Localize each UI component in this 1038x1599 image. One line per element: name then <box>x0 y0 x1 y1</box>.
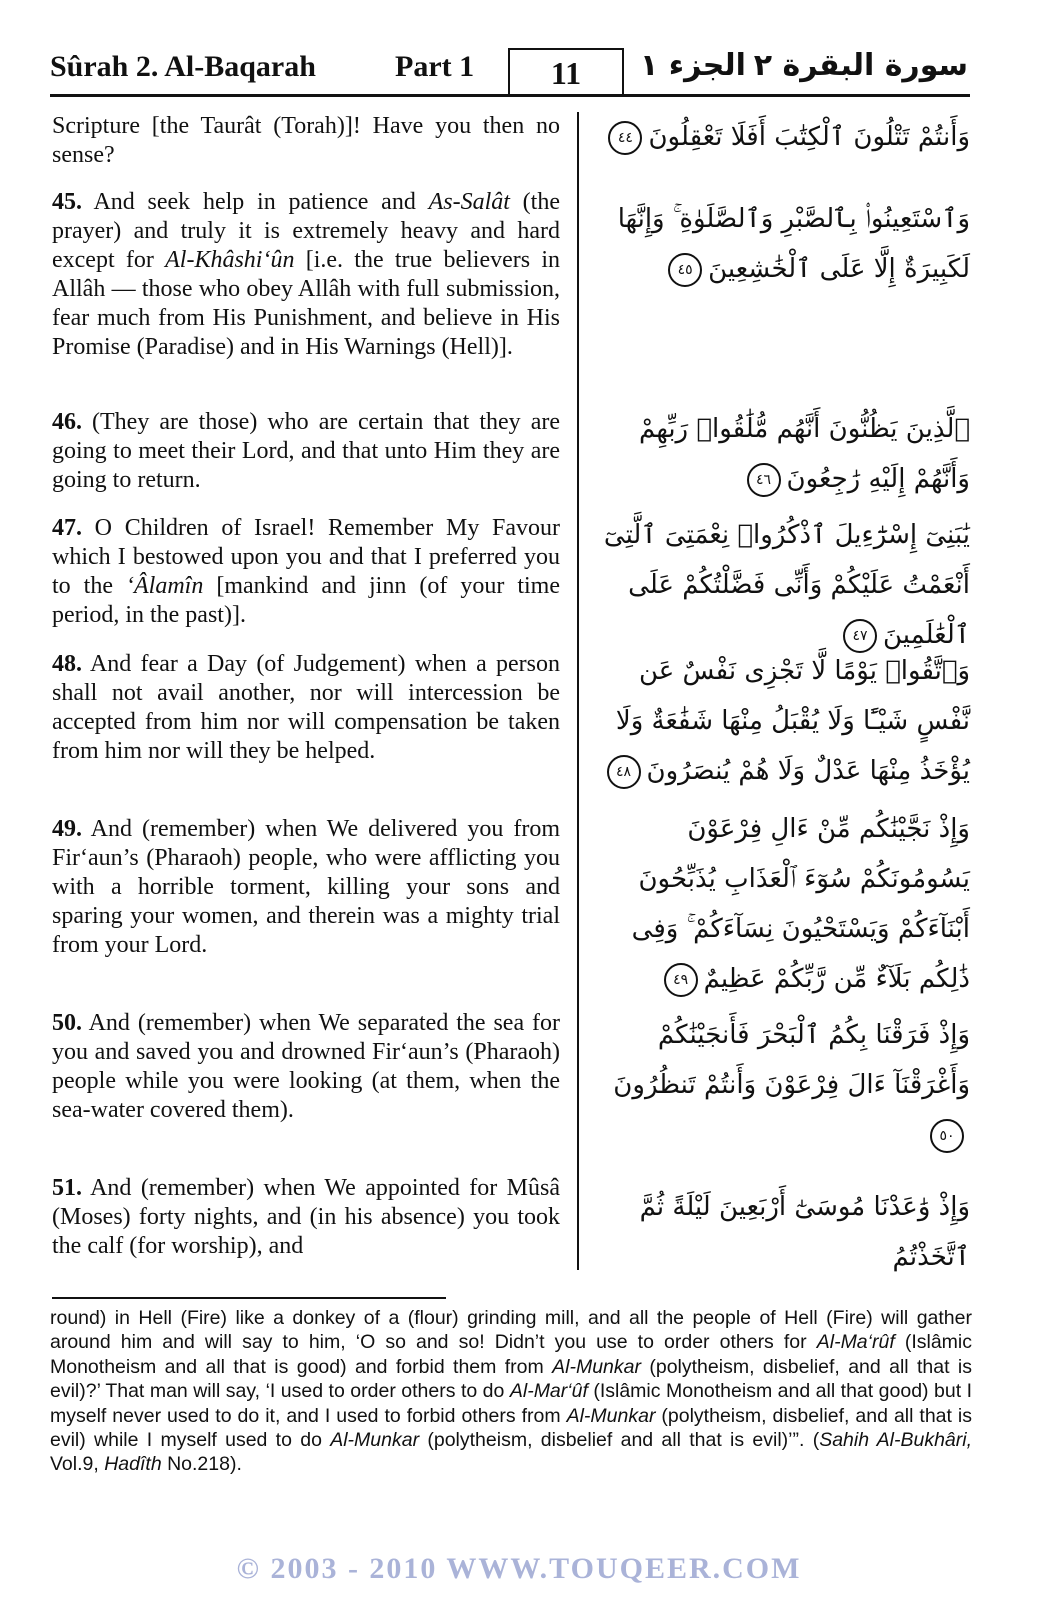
verse-term: ‘Âlamîn <box>126 573 204 599</box>
verse-number: 50. <box>52 1010 82 1036</box>
part-label-en: Part 1 <box>395 50 475 83</box>
verse-text: (the prayer) and truly it is extremely heavy and hard except for <box>52 189 560 273</box>
footnote <box>50 1306 972 1477</box>
verse-48-en <box>52 650 560 766</box>
arabic-verse-text: يَٰبَنِىٓ إِسْرَٰٓءِيلَ ٱذْكُرُوا۟ نِعْمَتِىَ ٱلَّتِىٓ أَنْعَمْتُ عَلَيْكُمْ وَأَنِّى فَضَّلْتُكُمْ عَلَى ٱلْعَٰلَمِينَ <box>603 520 970 650</box>
verse-text: And (remember) when We delivered you from Fir‘aun’s (Pharaoh) people, who were afflicting you with a horrible torment, killing your sons and sparing your women, and therein was a mighty trial from your Lord. <box>52 816 560 958</box>
verse-text: And (remember) when We appointed for Mûsâ (Moses) forty nights, and (in his absence) you took the calf (for worship), and <box>52 1175 560 1259</box>
verse-48-ar <box>592 646 970 796</box>
verse-text: (They are those) who are certain that they are going to meet their Lord, and that unto Him they are going to return. <box>52 409 560 493</box>
verse-number: 45. <box>52 189 82 215</box>
footnote-text: (polytheism, disbelief and all that is evil)’”. ( <box>419 1429 820 1452</box>
arabic-verse-text: وَإِذْ نَجَّيْنَٰكُم مِّنْ ءَالِ فِرْعَوْنَ يَسُومُونَكُمْ سُوٓءَ ٱلْعَذَابِ يُذَبِّحُونَ أَبْنَآءَكُمْ وَيَسْتَحْيُونَ نِسَآءَكُمْ ۚ وَفِى ذَٰلِكُم بَلَآءٌ مِّن رَّبِّكُمْ عَظِيمٌ <box>631 814 970 994</box>
verse-number: 51. <box>52 1175 82 1201</box>
verse-51-ar <box>592 1182 970 1282</box>
footnote-term: Al-Munkar <box>566 1404 656 1427</box>
footnote-text: (Islâmic Monotheism and all that is good) and forbid them from <box>50 1331 972 1378</box>
verse-50-en <box>52 1009 560 1125</box>
verse-44-en <box>52 112 560 170</box>
footnote-term: Al-Ma‘rûf <box>816 1331 895 1354</box>
column-divider <box>577 112 579 1270</box>
verse-47-ar <box>592 510 970 660</box>
verse-45-en <box>52 188 560 362</box>
ayah-end-marker: ٤٧ <box>843 619 877 653</box>
verse-text: [mankind and jinn (of your time period, in the past)]. <box>52 573 560 628</box>
verse-text: And (remember) when We separated the sea for you and saved you and drowned Fir‘aun’s (Pharaoh) people while you were looking (at them, when the sea-water covered them). <box>52 1010 560 1123</box>
footnote-rule <box>52 1297 446 1299</box>
arabic-verse-text: وَأَنتُمْ تَتْلُونَ ٱلْكِتَٰبَ أَفَلَا تَعْقِلُونَ <box>648 122 970 152</box>
verse-number: 47. <box>52 515 82 541</box>
footnote-text: (polytheism, disbelief, and all that is evil)?’ That man will say, ‘I used to order others to do <box>50 1355 972 1403</box>
page-header <box>50 44 968 100</box>
footnote-text: No.218). <box>161 1453 242 1476</box>
ayah-end-marker: ٤٥ <box>668 253 702 287</box>
surah-title-en: Sûrah 2. Al-Baqarah <box>50 50 316 83</box>
footnote-text: (Islâmic Monotheism and all that good) but I myself never used to do it, and I used to forbid others from <box>50 1380 973 1427</box>
verse-51-en <box>52 1174 560 1261</box>
verse-text: O Children of Israel! Remember My Favour which I bestowed upon you and that I preferred you to the <box>52 515 560 599</box>
footnote-text: Vol.9, <box>50 1453 105 1476</box>
verse-text: And fear a Day (of Judgement) when a person shall not avail another, nor will intercession be accepted from him nor will compensation be taken from him nor will they be helped. <box>52 651 560 764</box>
verse-text: Scripture [the Taurât (Torah)]! Have you then no sense? <box>52 113 560 168</box>
verse-number: 49. <box>52 816 82 842</box>
footnote-text: (polytheism, disbelief, and all that is evil) while I myself used to do <box>50 1404 972 1452</box>
verse-number: 46. <box>52 409 82 435</box>
footnote-text: round) in Hell (Fire) like a donkey of a (flour) grinding mill, and all the people of Hell (Fire) will gather around him and will say to him, ‘O so and so! Didn’t you use to order others for <box>50 1307 972 1354</box>
header-rule <box>50 94 970 97</box>
arabic-verse-text: ٱلَّذِينَ يَظُنُّونَ أَنَّهُم مُّلَٰقُوا۟ رَبِّهِمْ وَأَنَّهُمْ إِلَيْهِ رَٰجِعُونَ <box>639 414 970 494</box>
verse-text: [i.e. the true believers in Allâh — those who obey Allâh with full submission, fear much from His Punishment, and believe in His Promise (Paradise) and in His Warnings (Hell)]. <box>52 247 561 360</box>
footnote-term: Sahih Al-Bukhâri, <box>819 1429 973 1452</box>
verse-47-en <box>52 514 560 630</box>
page-number: 11 <box>508 48 624 94</box>
footnote-term: Al-Munkar <box>330 1429 420 1452</box>
verse-50-ar <box>592 1010 970 1160</box>
ayah-end-marker: ٤٤ <box>608 121 642 155</box>
ayah-end-marker: ٥٠ <box>930 1119 964 1153</box>
verse-49-en <box>52 815 560 960</box>
ayah-end-marker: ٤٩ <box>664 963 698 997</box>
arabic-verse-text: وَإِذْ وَٰعَدْنَا مُوسَىٰٓ أَرْبَعِينَ لَيْلَةً ثُمَّ ٱتَّخَذْتُمُ <box>639 1192 970 1272</box>
footnote-term: Hadîth <box>104 1453 162 1476</box>
footnote-term: Al-Mar‘ûf <box>509 1380 588 1403</box>
verse-45-ar <box>592 194 970 294</box>
verse-46-en <box>52 408 560 495</box>
footnote-term: Al-Munkar <box>552 1355 641 1378</box>
arabic-verse-text: وَٱسْتَعِينُوا۟ بِٱلصَّبْرِ وَٱلصَّلَوٰةِ ۚ وَإِنَّهَا لَكَبِيرَةٌ إِلَّا عَلَى ٱلْخَٰشِعِينَ <box>617 204 970 284</box>
verse-number: 48. <box>52 651 82 677</box>
verse-49-ar <box>592 804 970 1004</box>
verse-term: Al-Khâshi‘ûn <box>165 247 295 273</box>
copyright-watermark: © 2003 - 2010 WWW.TOUQEER.COM <box>236 1552 802 1585</box>
verse-44-ar <box>592 112 970 162</box>
verse-46-ar <box>592 404 970 504</box>
surah-title-ar: سورة البقرة ٢ <box>753 48 968 83</box>
verse-text: And seek help in patience and <box>82 189 429 215</box>
ayah-end-marker: ٤٦ <box>747 463 781 497</box>
arabic-verse-text: وَٱتَّقُوا۟ يَوْمًا لَّا تَجْزِى نَفْسٌ عَن نَّفْسٍ شَيْـًٔا وَلَا يُقْبَلُ مِنْهَا شَفَٰعَةٌ وَلَا يُؤْخَذُ مِنْهَا عَدْلٌ وَلَا هُمْ يُنصَرُونَ <box>615 656 970 786</box>
ayah-end-marker: ٤٨ <box>607 755 641 789</box>
juz-label-ar: الجزء ١ <box>640 48 746 83</box>
arabic-verse-text: وَإِذْ فَرَقْنَا بِكُمُ ٱلْبَحْرَ فَأَنجَيْنَٰكُمْ وَأَغْرَقْنَآ ءَالَ فِرْعَوْنَ وَأَنتُمْ تَنظُرُونَ <box>613 1020 970 1100</box>
verse-term: As-Salât <box>428 189 510 215</box>
